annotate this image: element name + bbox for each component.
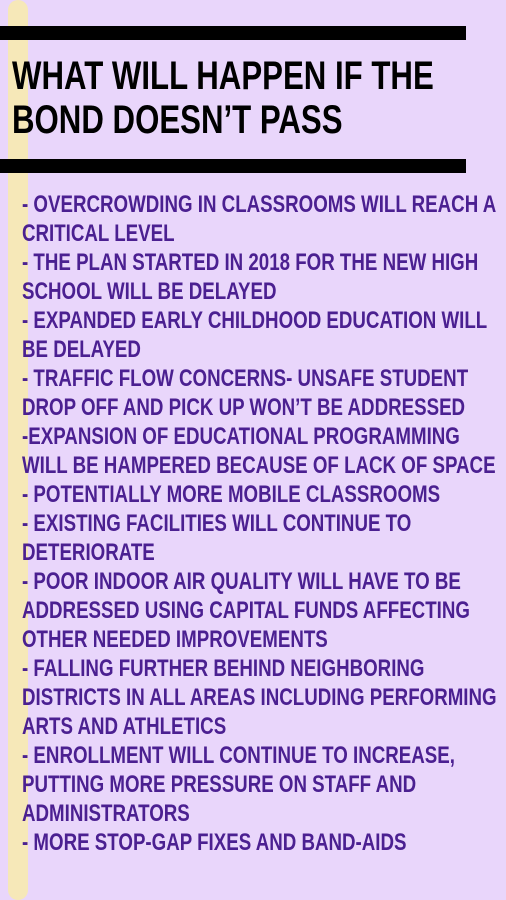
list-line: - EXISTING FACILITIES WILL CONTINUE TO xyxy=(22,510,412,537)
list-line: - POTENTIALLY MORE MOBILE CLASSROOMS xyxy=(22,481,441,508)
top-divider-bar xyxy=(0,26,466,40)
list-line: -EXPANSION OF EDUCATIONAL PROGRAMMING xyxy=(22,423,460,450)
list-line: BE DELAYED xyxy=(22,336,141,363)
list-line: - ENROLLMENT WILL CONTINUE TO INCREASE, xyxy=(22,742,455,769)
list-line: PUTTING MORE PRESSURE ON STAFF AND xyxy=(22,771,417,798)
list-line: - THE PLAN STARTED IN 2018 FOR THE NEW HIGH xyxy=(22,249,479,276)
list-line: - OVERCROWDING IN CLASSROOMS WILL REACH A xyxy=(22,191,497,218)
list-line: CRITICAL LEVEL xyxy=(22,220,175,247)
bottom-divider-bar xyxy=(0,159,466,173)
title-line-1: WHAT WILL HAPPEN IF THE xyxy=(12,54,434,98)
list-line: ADMINISTRATORS xyxy=(22,800,190,827)
page-title xyxy=(12,54,434,142)
title-line-2: BOND DOESN’T PASS xyxy=(12,98,343,142)
list-line: DISTRICTS IN ALL AREAS INCLUDING PERFORMING xyxy=(22,684,497,711)
list-line: ARTS AND ATHLETICS xyxy=(22,713,227,740)
list-line: - MORE STOP-GAP FIXES AND BAND-AIDS xyxy=(22,829,407,856)
list-line: DROP OFF AND PICK UP WON’T BE ADDRESSED xyxy=(22,394,466,421)
list-line: DETERIORATE xyxy=(22,539,155,566)
list-line: - EXPANDED EARLY CHILDHOOD EDUCATION WILL xyxy=(22,307,488,334)
list-line: ADDRESSED USING CAPITAL FUNDS AFFECTING xyxy=(22,597,470,624)
list-line: OTHER NEEDED IMPROVEMENTS xyxy=(22,626,328,653)
list-line: - FALLING FURTHER BEHIND NEIGHBORING xyxy=(22,655,425,682)
list-line: SCHOOL WILL BE DELAYED xyxy=(22,278,277,305)
list-line: - TRAFFIC FLOW CONCERNS- UNSAFE STUDENT xyxy=(22,365,469,392)
consequence-list xyxy=(22,190,497,857)
list-line: - POOR INDOOR AIR QUALITY WILL HAVE TO BE xyxy=(22,568,461,595)
list-line: WILL BE HAMPERED BECAUSE OF LACK OF SPACE xyxy=(22,452,496,479)
